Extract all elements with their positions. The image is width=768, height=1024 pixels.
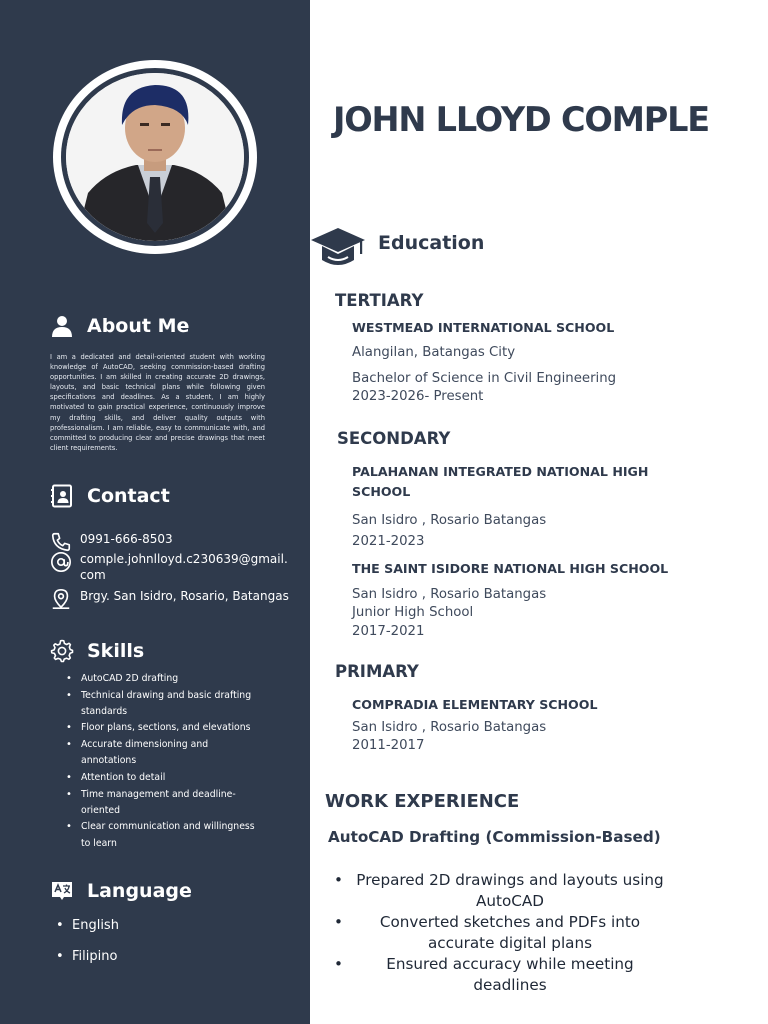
- tertiary-school: WESTMEAD INTERNATIONAL SCHOOL: [352, 320, 615, 335]
- list-item: • Technical drawing and basic drafting standards: [66, 688, 266, 721]
- contact-address: [50, 588, 290, 610]
- list-item: • Floor plans, sections, and elevations: [66, 720, 266, 736]
- duties-list: [330, 870, 670, 996]
- secondary-school-2: THE SAINT ISIDORE NATIONAL HIGH SCHOOL: [352, 561, 669, 576]
- phone-icon: [50, 531, 72, 553]
- contact-email: [50, 551, 290, 583]
- secondary-years-2: 2017-2021: [352, 624, 425, 639]
- primary-heading: PRIMARY: [335, 662, 419, 681]
- tertiary-heading: TERTIARY: [335, 291, 424, 310]
- language-list: [56, 915, 119, 977]
- page-title: JOHN LLOYD COMPLE: [333, 100, 709, 139]
- contact-heading: [50, 484, 170, 508]
- email-at-icon: [50, 551, 72, 573]
- language-heading: [50, 879, 192, 903]
- primary-years: 2011-2017: [352, 738, 425, 753]
- email-address[interactable]: comple.johnlloyd.c230639@gmail.com: [80, 552, 288, 582]
- user-icon: [50, 314, 74, 338]
- primary-location: San Isidro , Rosario Batangas: [352, 720, 547, 735]
- skills-heading: [50, 639, 144, 663]
- profile-photo: [66, 73, 244, 241]
- work-experience-title: WORK EXPERIENCE: [325, 791, 520, 812]
- language-title: Language: [87, 880, 192, 902]
- secondary-years-1: 2021-2023: [352, 534, 425, 549]
- phone-number[interactable]: 0991-666-8503: [80, 532, 173, 546]
- list-item: • Prepared 2D drawings and layouts using AutoCAD: [330, 870, 670, 912]
- location-pin-icon: [50, 588, 72, 610]
- secondary-level-2: Junior High School: [352, 605, 474, 620]
- gear-icon: [50, 639, 74, 663]
- secondary-location-2: San Isidro , Rosario Batangas: [352, 587, 547, 602]
- graduation-cap-icon: [310, 224, 366, 272]
- list-item: • Filipino: [56, 946, 119, 977]
- contact-card-icon: [50, 484, 74, 508]
- person-portrait-icon: [66, 73, 244, 241]
- about-title: About Me: [87, 315, 190, 337]
- home-address: Brgy. San Isidro, Rosario, Batangas: [80, 589, 289, 603]
- primary-school: COMPRADIA ELEMENTARY SCHOOL: [352, 697, 598, 712]
- contact-title: Contact: [87, 485, 170, 507]
- sidebar: [0, 0, 310, 1024]
- job-title: AutoCAD Drafting (Commission-Based): [328, 828, 661, 846]
- secondary-location-1: San Isidro , Rosario Batangas: [352, 513, 547, 528]
- list-item: • Attention to detail: [66, 770, 266, 786]
- tertiary-years: 2023-2026- Present: [352, 389, 484, 404]
- education-title: Education: [378, 232, 485, 254]
- list-item: • Converted sketches and PDFs into accurate digital plans: [330, 912, 670, 954]
- secondary-school-1: PALAHANAN INTEGRATED NATIONAL HIGH SCHOOL: [352, 464, 649, 499]
- translate-icon: [50, 879, 74, 903]
- list-item: • English: [56, 915, 119, 946]
- about-heading: [50, 314, 189, 338]
- skills-title: Skills: [87, 640, 145, 662]
- skills-list: [66, 671, 266, 852]
- secondary-heading: SECONDARY: [337, 429, 451, 448]
- list-item: • AutoCAD 2D drafting: [66, 671, 266, 687]
- list-item: • Time management and deadline-oriented: [66, 787, 266, 820]
- list-item: • Clear communication and willingness to learn: [66, 819, 266, 852]
- about-text: I am a dedicated and detail-oriented student with working knowledge of AutoCAD, seeking commission-based drafting opportunities. I am skilled in creating accurate 2D drawings, layouts, and basic technical plans while following given specifications and deadlines. As a student, I am highly motivated to gain practical experience, continuously improve my drafting skills, and deliver quality outputs with professionalism. I am reliable, easy to communicate with, and committed to producing clear and precise drawings that meet client requirements.: [50, 353, 265, 452]
- tertiary-degree: Bachelor of Science in Civil Engineering: [352, 371, 617, 386]
- contact-phone: [50, 531, 290, 553]
- list-item: • Accurate dimensioning and annotations: [66, 737, 266, 770]
- profile-photo-frame: [53, 60, 257, 254]
- list-item: • Ensured accuracy while meeting deadlines: [330, 954, 670, 996]
- tertiary-location: Alangilan, Batangas City: [352, 345, 516, 360]
